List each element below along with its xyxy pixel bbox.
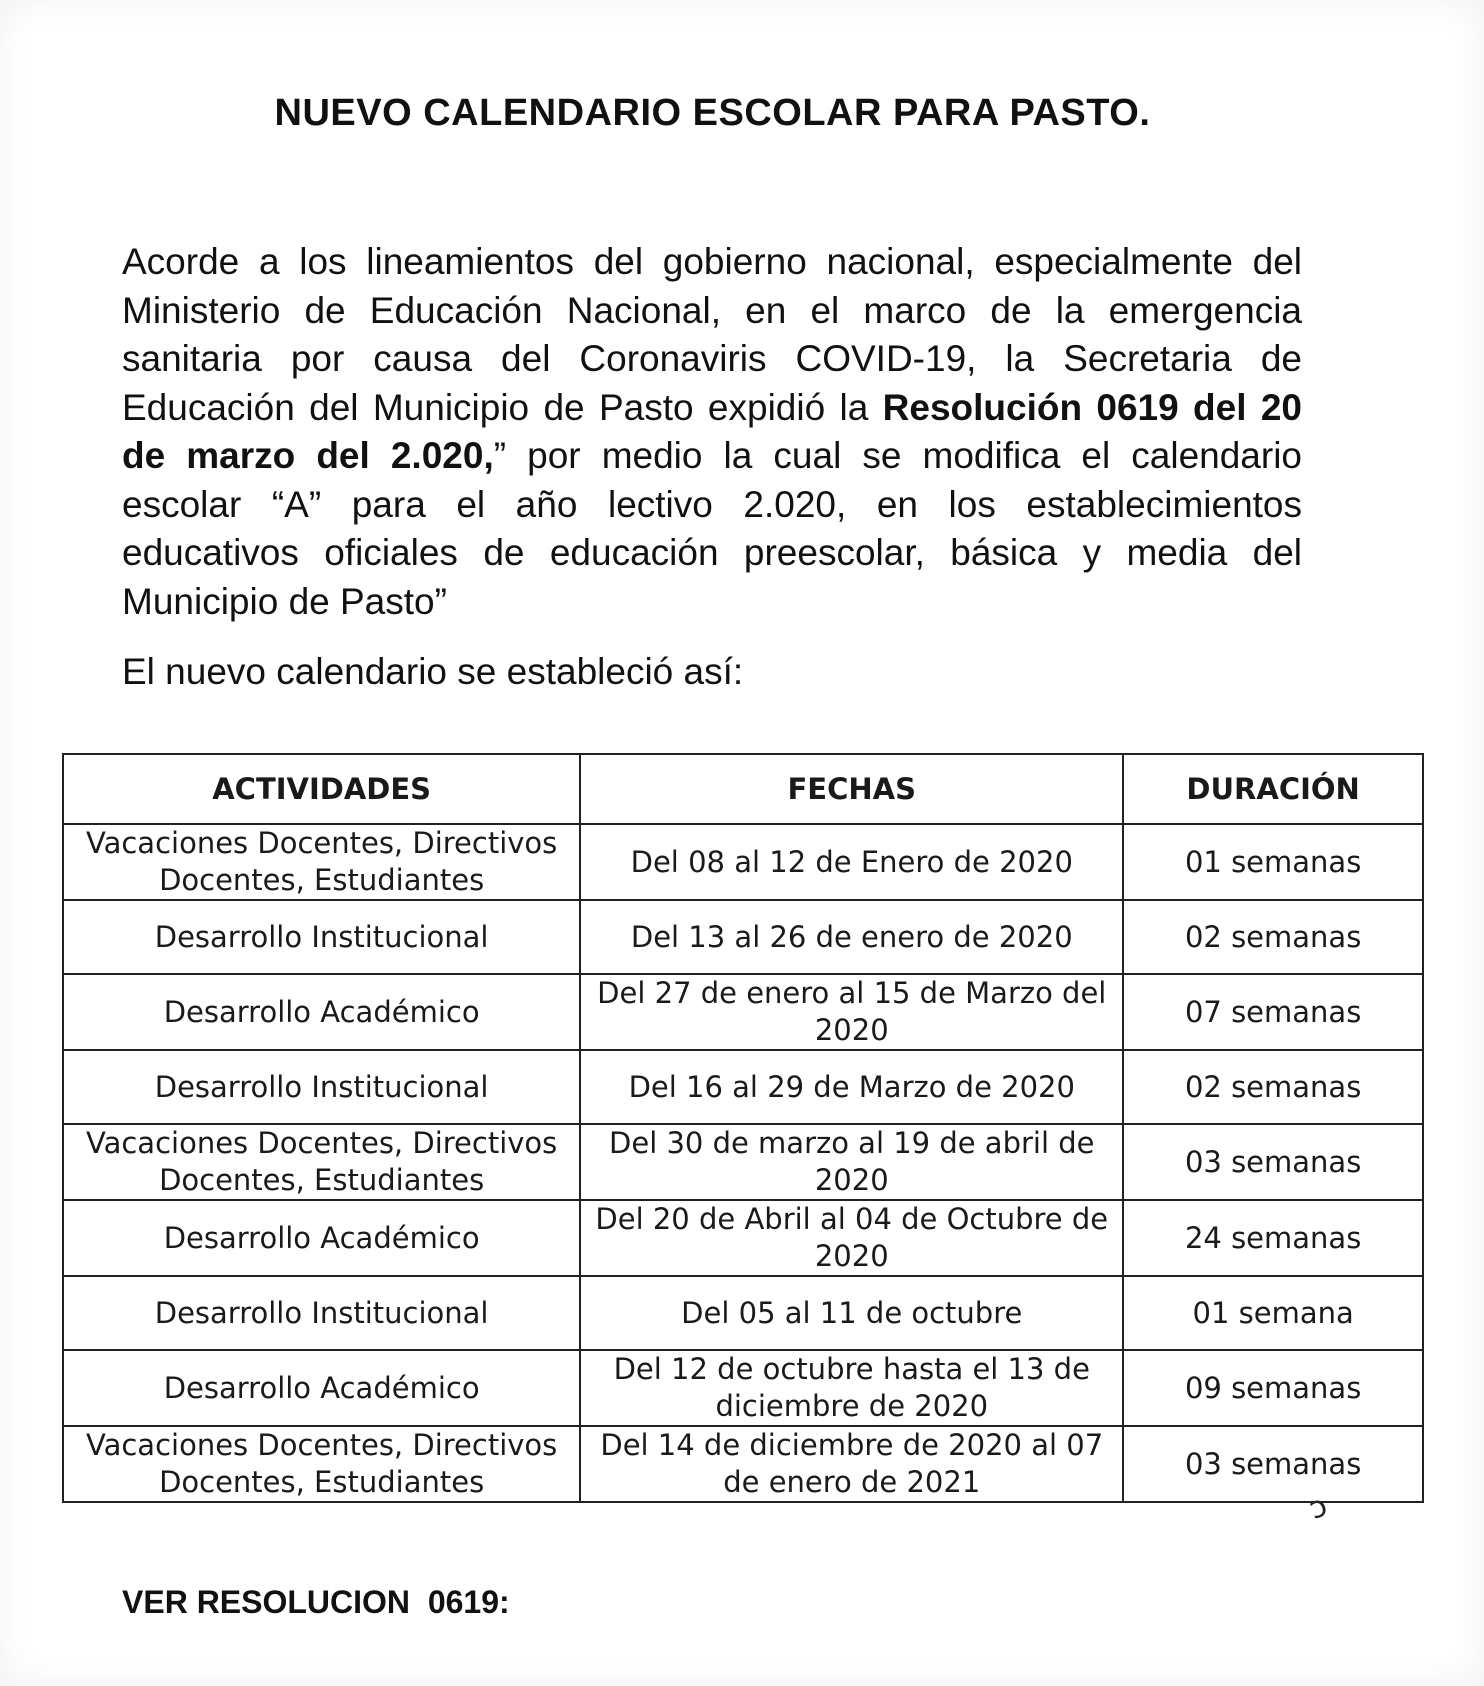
document-title: NUEVO CALENDARIO ESCOLAR PARA PASTO. [274, 92, 1151, 134]
date-cell: Del 20 de Abril al 04 de Octubre de 2020 [580, 1200, 1123, 1276]
date-cell: Del 14 de diciembre de 2020 al 07 de enero de 2021 [580, 1426, 1123, 1502]
table-header-row [63, 754, 1423, 824]
table-row [63, 1200, 1423, 1276]
intro-paragraph [122, 238, 1302, 626]
duration-cell: 03 semanas [1123, 1124, 1423, 1200]
intro-text-start: Acorde a los lineamientos del gobierno nacional, especialmente del Ministerio de Educación Nacional, en el marco de la emergencia sanitaria por causa del Coronaviris COVID-19, la Secretaria de Educación del Municipio de Pasto expidió la [122, 241, 1302, 428]
date-cell: Del 30 de marzo al 19 de abril de 2020 [580, 1124, 1123, 1200]
table-row [63, 900, 1423, 974]
duration-cell: 07 semanas [1123, 974, 1423, 1050]
duration-cell: 02 semanas [1123, 1050, 1423, 1124]
duration-cell: 01 semana [1123, 1276, 1423, 1350]
header-duracion: DURACIÓN [1123, 754, 1423, 824]
activity-cell: Desarrollo Institucional [63, 900, 580, 974]
duration-cell: 24 semanas [1123, 1200, 1423, 1276]
date-cell: Del 13 al 26 de enero de 2020 [580, 900, 1123, 974]
date-cell: Del 27 de enero al 15 de Marzo del 2020 [580, 974, 1123, 1050]
date-cell: Del 16 al 29 de Marzo de 2020 [580, 1050, 1123, 1124]
duration-cell: 01 semanas [1123, 824, 1423, 900]
handwritten-mark-icon: ↄ [1304, 1488, 1332, 1527]
calendar-lead-text: El nuevo calendario se estableció así: [122, 651, 744, 692]
calendar-table [62, 753, 1424, 1503]
header-fechas: FECHAS [580, 754, 1123, 824]
resolution-footer-label: VER RESOLUCION 0619: [122, 1584, 510, 1620]
date-cell: Del 08 al 12 de Enero de 2020 [580, 824, 1123, 900]
activity-cell: Vacaciones Docentes, Directivos Docentes, Estudiantes [63, 824, 580, 900]
duration-cell: 09 semanas [1123, 1350, 1423, 1426]
activity-cell: Desarrollo Académico [63, 974, 580, 1050]
activity-cell: Vacaciones Docentes, Directivos Docentes, Estudiantes [63, 1426, 580, 1502]
activity-cell: Vacaciones Docentes, Directivos Docentes, Estudiantes [63, 1124, 580, 1200]
activity-cell: Desarrollo Institucional [63, 1050, 580, 1124]
table-row [63, 974, 1423, 1050]
resolution-reference: Resolución 0619 del 20 de marzo del 2.020, [122, 386, 1302, 476]
table-row [63, 1050, 1423, 1124]
activity-cell: Desarrollo Institucional [63, 1276, 580, 1350]
intro-text-end: ” por medio la cual se modifica el calendario escolar “A” para el año lectivo 2.020, en los establecimientos educativos oficiales de educación preescolar, básica y media del Municipio de Pasto” [122, 435, 1302, 622]
date-cell: Del 12 de octubre hasta el 13 de diciembre de 2020 [580, 1350, 1123, 1426]
activity-cell: Desarrollo Académico [63, 1350, 580, 1426]
date-cell: Del 05 al 11 de octubre [580, 1276, 1123, 1350]
activity-cell: Desarrollo Académico [63, 1200, 580, 1276]
table-row [63, 1276, 1423, 1350]
table-row [63, 1124, 1423, 1200]
table-row [63, 824, 1423, 900]
table-row [63, 1426, 1423, 1502]
duration-cell: 02 semanas [1123, 900, 1423, 974]
header-actividades: ACTIVIDADES [63, 754, 580, 824]
table-row [63, 1350, 1423, 1426]
duration-cell: 03 semanas [1123, 1426, 1423, 1502]
